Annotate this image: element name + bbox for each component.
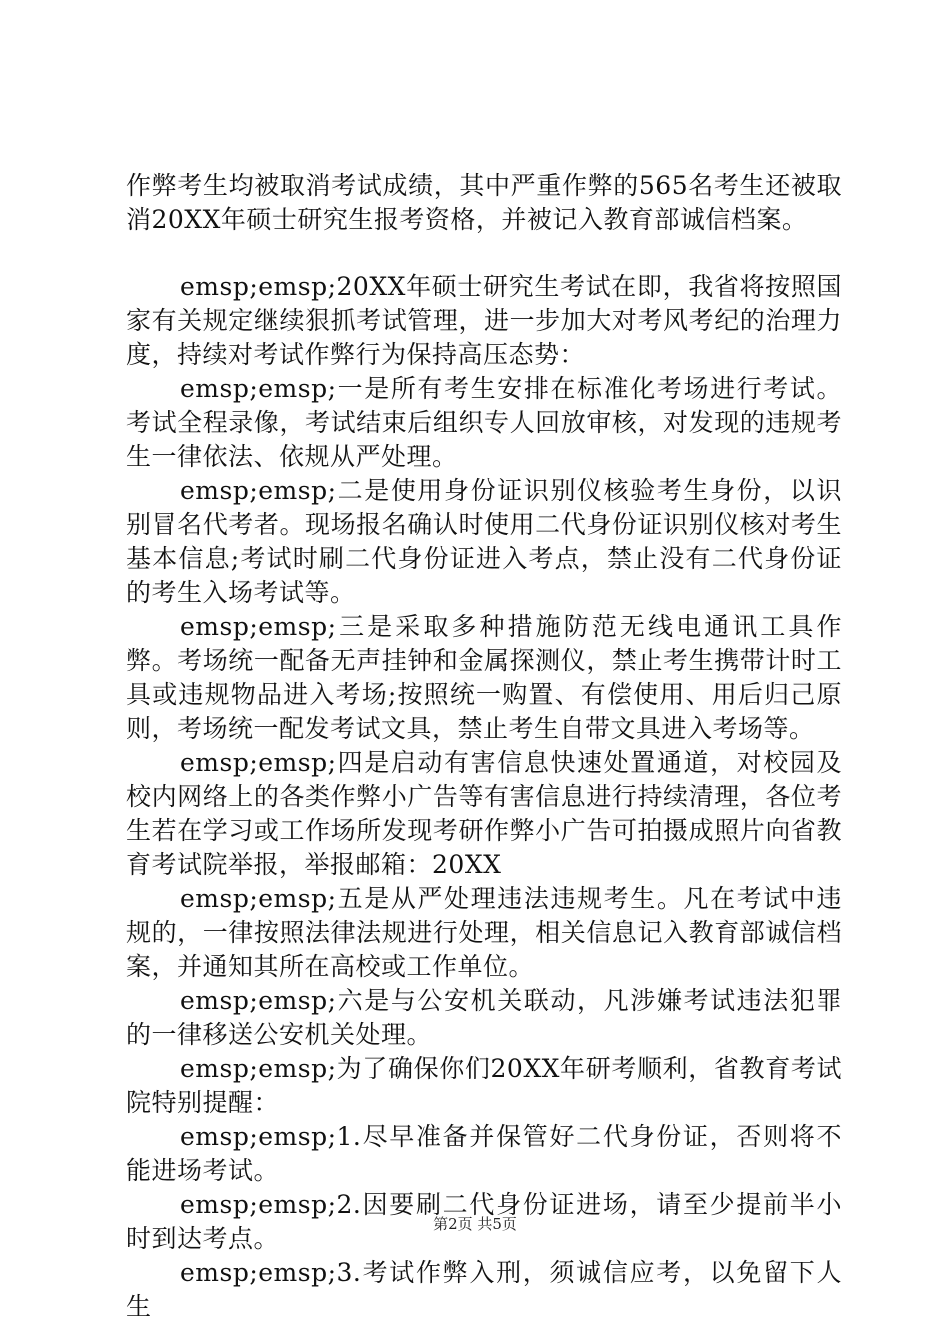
paragraph-measure-4: emsp;emsp;四是启动有害信息快速处置通道，对校园及校内网络上的各类作弊小广告等有害信息进行持续清理，各位考生若在学习或工作场所发现考研作弊小广告可拍摄成照片向省教育考试院举报，举报邮箱：20XX — [126, 748, 842, 879]
paragraph-reminder-intro: emsp;emsp;为了确保你们20XX年研考顺利，省教育考试院特别提醒： — [126, 1054, 842, 1117]
paragraph-measure-1: emsp;emsp;一是所有考生安排在标准化考场进行考试。考试全程录像，考试结束后组织专人回放审核，对发现的违规考生一律依法、依规从严处理。 — [126, 374, 842, 471]
paragraph-reminder-3: emsp;emsp;3.考试作弊入刑，须诚信应考，以免留下人生 — [126, 1258, 842, 1321]
paragraph-intro: 作弊考生均被取消考试成绩，其中严重作弊的565名考生还被取消20XX年硕士研究生报考资格，并被记入教育部诚信档案。 — [126, 171, 842, 234]
paragraph-exam-management: emsp;emsp;20XX年硕士研究生考试在即，我省将按照国家有关规定继续狠抓考试管理，进一步加大对考风考纪的治理力度，持续对考试作弊行为保持高压态势： — [126, 272, 842, 369]
paragraph-measure-5: emsp;emsp;五是从严处理违法违规考生。凡在考试中违规的，一律按照法律法规进行处理，相关信息记入教育部诚信档案，并通知其所在高校或工作单位。 — [126, 884, 842, 981]
page-number-footer: 第2页 共5页 — [433, 1215, 517, 1233]
paragraph-spacer — [126, 237, 842, 270]
paragraph-measure-2: emsp;emsp;二是使用身份证识别仪核验考生身份，以识别冒名代考者。现场报名确认时使用二代身份证识别仪核对考生基本信息;考试时刷二代身份证进入考点，禁止没有二代身份证的考生入场考试等。 — [126, 476, 842, 607]
paragraph-measure-3: emsp;emsp;三是采取多种措施防范无线电通讯工具作弊。考场统一配备无声挂钟和金属探测仪，禁止考生携带计时工具或违规物品进入考场;按照统一购置、有偿使用、用后归己原则，考场统一配发考试文具，禁止考生自带文具进入考场等。 — [126, 612, 842, 743]
paragraph-reminder-2: emsp;emsp;2.因要刷二代身份证进场，请至少提前半小时到达考点。 — [126, 1190, 842, 1253]
paragraph-reminder-1: emsp;emsp;1.尽早准备并保管好二代身份证，否则将不能进场考试。 — [126, 1122, 842, 1185]
document-body — [126, 169, 842, 1324]
paragraph-measure-6: emsp;emsp;六是与公安机关联动，凡涉嫌考试违法犯罪的一律移送公安机关处理。 — [126, 986, 842, 1049]
